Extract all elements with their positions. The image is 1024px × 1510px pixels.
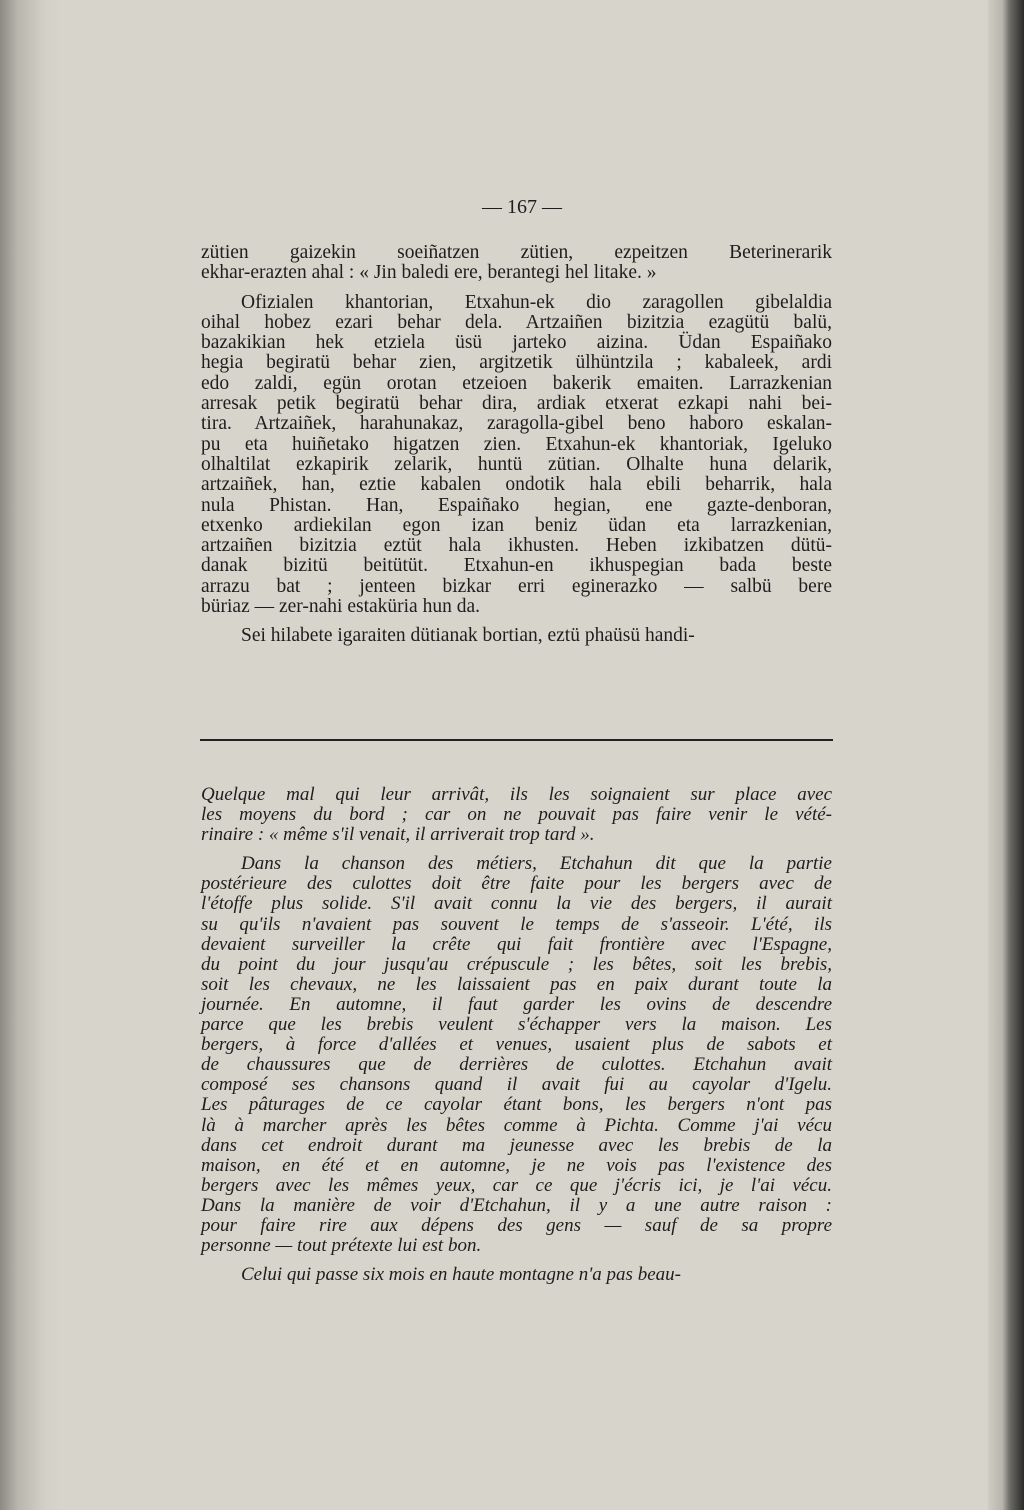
text-line: devaient surveiller la crête qui fait frontière avec l'Espagne, — [201, 933, 832, 955]
text-line: hegia begiratü behar zien, argitzetik ülhüntzila ; kabaleek, ardi — [201, 352, 832, 374]
text-line: dans cet endroit durant ma jeunesse avec les brebis de la — [201, 1134, 832, 1156]
paragraph — [201, 1265, 832, 1285]
text-line: l'étoffe plus solide. S'il avait connu la vie des bergers, il aurait — [201, 893, 832, 915]
text-line: Dans la chanson des métiers, Etchahun dit que la partie — [241, 853, 832, 875]
text-line: rinaire : « même s'il venait, il arriverait trop tard ». — [201, 824, 595, 846]
text-line: Ofizialen khantorian, Etxahun-ek dio zaragollen gibelaldia — [241, 291, 832, 313]
text-line: maison, en été et en automne, je ne vois pas l'existence des — [201, 1154, 832, 1176]
paragraph — [201, 854, 832, 1256]
text-line: parce que les brebis veulent s'échapper vers la maison. Les — [201, 1014, 832, 1036]
paragraph — [201, 785, 832, 845]
text-line: bazakikian hek etziela üsü jarteko aizina. Üdan Espaiñako — [201, 332, 832, 354]
text-line: composé ses chansons quand il avait fui au cayolar d'Igelu. — [201, 1074, 832, 1096]
text-line: Sei hilabete igaraiten dütianak bortian, eztü phaüsü handi- — [241, 625, 695, 647]
text-line: artzaiñen bizitzia eztüt hala ikhusten. Heben izkibatzen dütü- — [201, 535, 832, 557]
text-line: postérieure des culottes doit être faite pour les bergers avec de — [201, 873, 832, 895]
text-line: Quelque mal qui leur arrivât, ils les soignaient sur place avec — [201, 784, 832, 805]
text-line: arrazu bat ; jenteen bizkar erri eginerazko — salbü bere — [201, 575, 832, 597]
french-translation-column — [201, 785, 832, 1285]
text-line: zütien gaizekin soeiñatzen zütien, ezpeitzen Beterinerarik — [201, 242, 832, 263]
paragraph — [201, 626, 832, 646]
footnote-divider — [200, 739, 833, 741]
basque-text-column — [201, 243, 832, 647]
text-line: nula Phistan. Han, Espaiñako hegian, ene gazte-denboran, — [201, 494, 832, 516]
text-line: là à marcher après les bêtes comme à Pichta. Comme j'ai vécu — [201, 1114, 832, 1136]
text-line: pour faire rire aux dépens des gens — sauf de sa propre — [201, 1214, 832, 1236]
text-line: personne — tout prétexte lui est bon. — [201, 1235, 482, 1257]
text-line: pu eta huiñetako higatzen zien. Etxahun-ek khantoriak, Igeluko — [201, 433, 832, 455]
text-line: de chaussures que de derrières de culottes. Etchahun avait — [201, 1054, 832, 1076]
text-line: bergers avec les mêmes yeux, car ce que j'écris ici, je l'ai vécu. — [201, 1174, 832, 1196]
paragraph — [201, 293, 832, 618]
text-line: artzaiñek, han, eztie kabalen ondotik hala ebili beharrik, hala — [201, 474, 832, 496]
text-line: su qu'ils n'avaient pas souvent le temps de s'asseoir. L'été, ils — [201, 913, 832, 935]
book-gutter-shadow — [0, 0, 60, 1510]
text-line: Celui qui passe six mois en haute montagne n'a pas beau- — [241, 1264, 681, 1286]
text-line: tira. Artzaiñek, harahunakaz, zaragolla-gibel beno haboro eskalan- — [201, 413, 832, 435]
text-line: etxenko ardiekilan egon izan beniz üdan eta larrazkenian, — [201, 514, 832, 536]
text-line: büriaz — zer-nahi estaküria hun da. — [201, 596, 480, 618]
text-line: arresak petik begiratü behar dira, ardiak etxerat ezkapi nahi bei- — [201, 393, 832, 415]
text-line: les moyens du bord ; car on ne pouvait pas faire venir le vété- — [201, 804, 832, 826]
text-line: olhaltilat ezkapirik zelarik, huntü zütian. Olhalte huna delarik, — [201, 453, 832, 475]
text-line: bergers, à force d'allées et venues, usaient plus de sabots et — [201, 1034, 832, 1056]
page-edge — [988, 0, 1024, 1510]
text-line: edo zaldi, egün orotan etzeioen bakerik emaiten. Larrazkenian — [201, 372, 832, 394]
text-line: Les pâturages de ce cayolar étant bons, les bergers n'ont pas — [201, 1094, 832, 1116]
paragraph — [201, 243, 832, 284]
text-line: du point du jour jusqu'au crépuscule ; les bêtes, soit les brebis, — [201, 953, 832, 975]
text-line: soit les chevaux, ne les laissaient pas en paix durant toute la — [201, 973, 832, 995]
text-line: danak bizitü beitütüt. Etxahun-en ikhuspegian bada beste — [201, 555, 832, 577]
text-line: journée. En automne, il faut garder les ovins de descendre — [201, 993, 832, 1015]
text-line: oihal hobez ezari behar dela. Artzaiñen bizitzia ezagütü balü, — [201, 311, 832, 333]
page-number: — 167 — — [482, 196, 562, 218]
text-line: ekhar-erazten ahal : « Jin baledi ere, berantegi hel litake. » — [201, 262, 657, 284]
text-line: Dans la manière de voir d'Etchahun, il y a une autre raison : — [201, 1194, 832, 1216]
